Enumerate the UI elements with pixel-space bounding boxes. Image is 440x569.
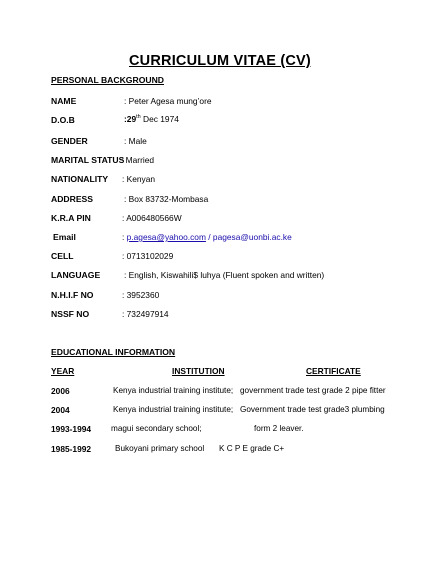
name-value: : Peter Agesa mung’ore (124, 96, 212, 106)
education-row-certificate: K C P E grade C+ (219, 444, 285, 453)
year-column-header: YEAR (51, 366, 75, 376)
gender-value: : Male (124, 136, 147, 146)
language-label: LANGUAGE (51, 270, 101, 280)
gender-label: GENDER (51, 136, 88, 146)
education-row-certificate: form 2 leaver. (254, 424, 304, 433)
dob-month-year: Dec 1974 (140, 114, 179, 124)
education-row-institution: Kenya industrial training institute; (113, 405, 234, 414)
education-row-year: 1985-1992 (51, 444, 92, 454)
education-row-certificate: government trade test grade 2 pipe fitter (240, 386, 386, 395)
education-row-institution: Kenya industrial training institute; (113, 386, 234, 395)
dob-label: D.O.B (51, 115, 75, 125)
institution-column-header: INSTITUTION (172, 366, 225, 376)
email-link-yahoo[interactable]: p.agesa@yahoo.com (126, 232, 206, 242)
email-prefix: : (122, 232, 127, 242)
education-row-year: 1993-1994 (51, 424, 92, 434)
nhif-value: : 3952360 (122, 290, 160, 300)
cell-value: : 0713102029 (122, 251, 174, 261)
email-value (122, 232, 292, 242)
marital-status-label: MARITAL STATUS (51, 155, 125, 165)
nationality-value: : Kenyan (122, 174, 156, 184)
dob-value (124, 114, 179, 124)
education-row-certificate: Government trade test grade3 plumbing (240, 405, 385, 414)
nationality-label: NATIONALITY (51, 174, 109, 184)
dob-day-suffix: th (136, 114, 141, 121)
education-row-year: 2006 (51, 386, 70, 396)
cell-label: CELL (51, 251, 74, 261)
marital-status-value: : Married (121, 155, 155, 165)
educational-information-heading: EDUCATIONAL INFORMATION (51, 347, 176, 357)
certificate-column-header: CERTIFICATE (306, 366, 361, 376)
name-label: NAME (51, 96, 77, 106)
kra-pin-value: : A006480566W (122, 213, 182, 223)
nssf-value: : 732497914 (122, 309, 169, 319)
nssf-label: NSSF NO (51, 309, 90, 319)
address-value: : Box 83732-Mombasa (124, 194, 209, 204)
education-row-institution: Bukoyani primary school (115, 444, 205, 453)
address-label: ADDRESS (51, 194, 94, 204)
email-separator: / (205, 232, 213, 242)
document-title: CURRICULUM VITAE (CV) (129, 53, 311, 69)
nhif-label: N.H.I.F NO (51, 290, 94, 300)
language-value: : English, Kiswahili$ luhya (Fluent spoken and written) (124, 270, 325, 280)
personal-background-heading: PERSONAL BACKGROUND (51, 75, 164, 85)
email-label: Email (53, 232, 76, 242)
email-link-uonbi[interactable]: pagesa@uonbi.ac.ke (212, 232, 292, 242)
education-row-institution: magui secondary school; (111, 424, 202, 433)
education-row-year: 2004 (51, 405, 70, 415)
kra-pin-label: K.R.A PIN (51, 213, 91, 223)
dob-day: :29 (124, 114, 137, 124)
